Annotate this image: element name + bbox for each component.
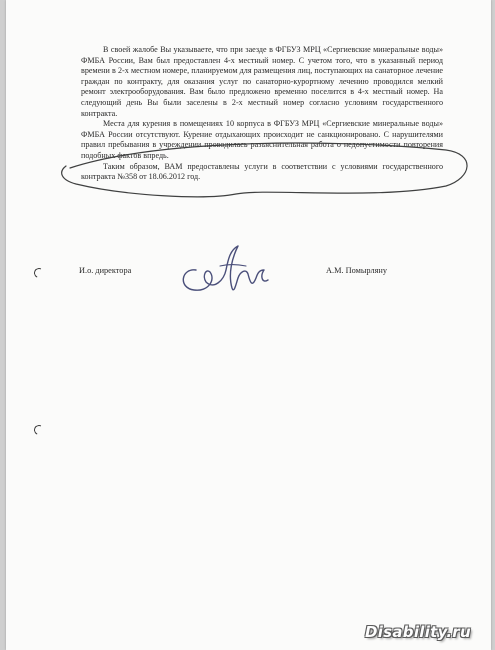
site-watermark: Disability.ru — [364, 623, 471, 641]
paragraph-conclusion: Таким образом, ВАМ предоставлены услуги в соответствии с условиями государственного контракта №358 от 18.06.2012 год. — [81, 161, 443, 182]
paragraph-smoking: Места для курения в помещениях 10 корпуса в ФГБУЗ МРЦ «Сергиевские минеральные воды» ФМБА России отсутствуют. Курение отдыхающих происходит не санкционировано. С нарушителями правил пребывания в учреждении проводилась разъяснительная работа о недопустимости повторения подобных фактов впредь. — [81, 119, 443, 160]
letter-body — [81, 45, 443, 183]
paragraph-room: В своей жалобе Вы указываете, что при заезде в ФГБУЗ МРЦ «Сергиевские минеральные воды» ФМБА России, Вам был предоставлен 4-х местный номер. С учетом того, что в указанный период времени в 2-х местном номере, планируемом для размещения лиц, поступающих на санаторное лечение граждан по контракту, для оказания услуг по санаторно-курортному лечению проводился мелкий ремонт электрооборудования. Вам было предложено временно поселится в 4-х местный номер. На следующий день Вы были заселены в 2-х местный номер согласно условиям государственного контракта. — [81, 45, 443, 118]
signer-name: А.М. Помырляну — [326, 266, 387, 275]
signature-block — [6, 262, 491, 302]
binder-hole-mark-bottom — [33, 424, 46, 437]
letter-page — [6, 0, 491, 650]
signer-role: И.о. директора — [79, 266, 132, 275]
handwritten-signature — [176, 240, 286, 295]
